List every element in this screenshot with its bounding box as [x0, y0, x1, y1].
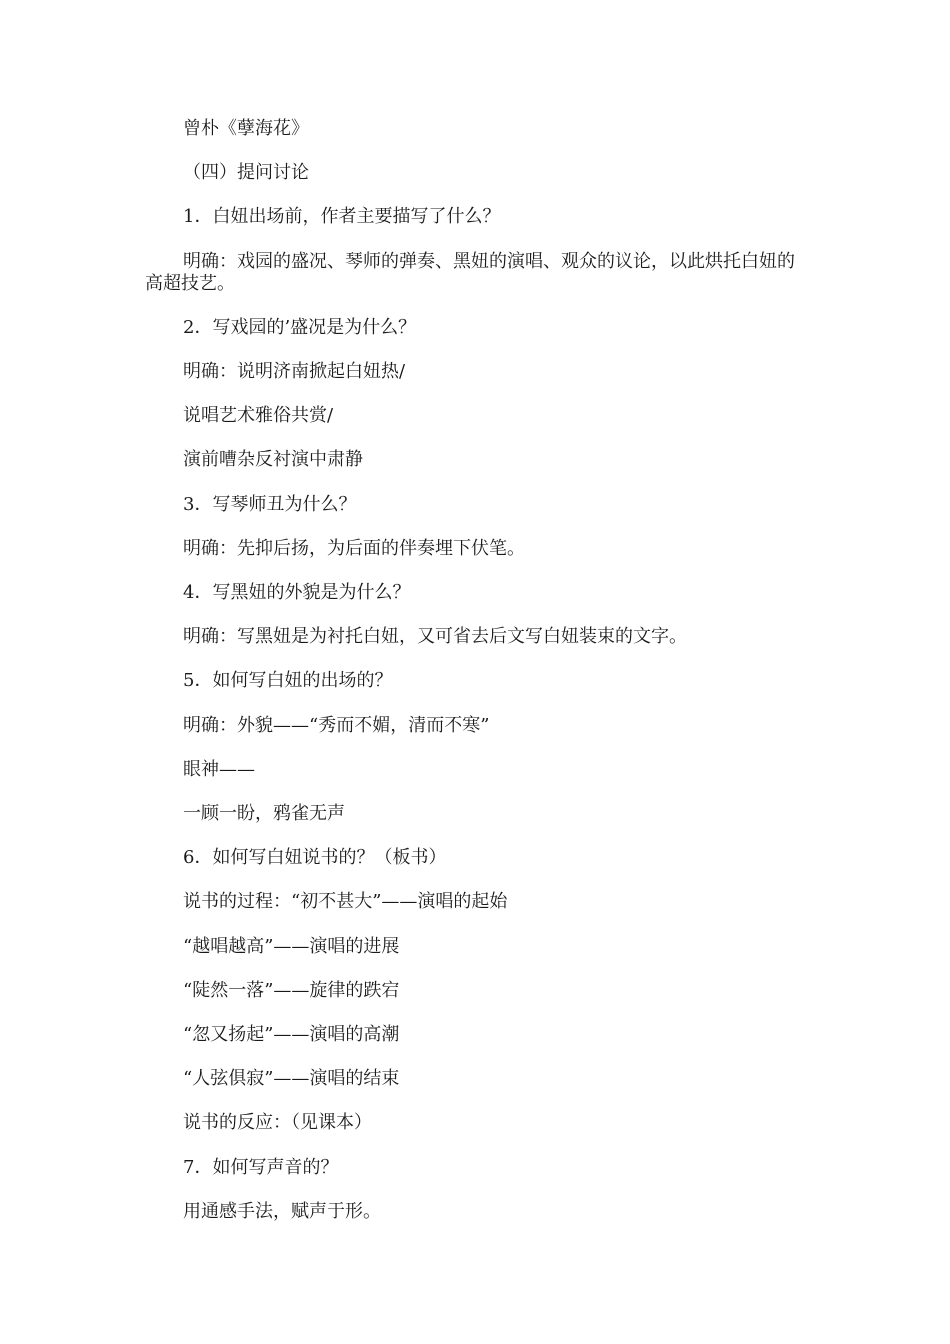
answer-1: 明确：戏园的盛况、琴师的弹奏、黑妞的演唱、观众的议论，以此烘托白妞的高超技艺。 [145, 251, 795, 294]
section-heading: （四）提问讨论 [183, 162, 309, 183]
answer-6: 说书的过程：“初不甚大”——演唱的起始 [183, 891, 508, 912]
answer-4: 明确：写黑妞是为衬托白妞，又可省去后文写白妞装束的文字。 [183, 626, 687, 647]
text-line: 说书的反应：（见课本） [183, 1112, 372, 1133]
question-6: 6．如何写白妞说书的？（板书） [183, 847, 447, 868]
answer-2: 明确：说明济南掀起白妞热/ [183, 361, 406, 382]
answer-7: 用通感手法，赋声于形。 [183, 1201, 381, 1222]
question-5: 5．如何写白妞的出场的？ [183, 670, 393, 691]
text-line: “陡然一落”——旋律的跌宕 [183, 980, 400, 1001]
question-2: 2．写戏园的’盛况是为什么？ [183, 317, 417, 338]
question-7: 7．如何写声音的？ [183, 1157, 339, 1178]
text-line: “忽又扬起”——演唱的高潮 [183, 1024, 400, 1045]
text-line: “人弦俱寂”——演唱的结束 [183, 1068, 400, 1089]
text-line: 眼神—— [183, 759, 255, 780]
question-4: 4．写黑妞的外貌是为什么？ [183, 582, 411, 603]
question-1: 1．白妞出场前，作者主要描写了什么？ [183, 206, 501, 227]
text-line: 一顾一盼，鸦雀无声 [183, 803, 345, 824]
answer-3: 明确：先抑后扬，为后面的伴奏埋下伏笔。 [183, 538, 525, 559]
text-line: 曾朴《孽海花》 [183, 118, 309, 139]
text-line: 说唱艺术雅俗共赏/ [183, 405, 334, 426]
text-line: “越唱越高”——演唱的进展 [183, 936, 400, 957]
text-line: 演前嘈杂反衬演中肃静 [183, 449, 363, 470]
answer-5: 明确：外貌——“秀而不媚，清而不寒” [183, 715, 490, 736]
question-3: 3．写琴师丑为什么？ [183, 494, 357, 515]
